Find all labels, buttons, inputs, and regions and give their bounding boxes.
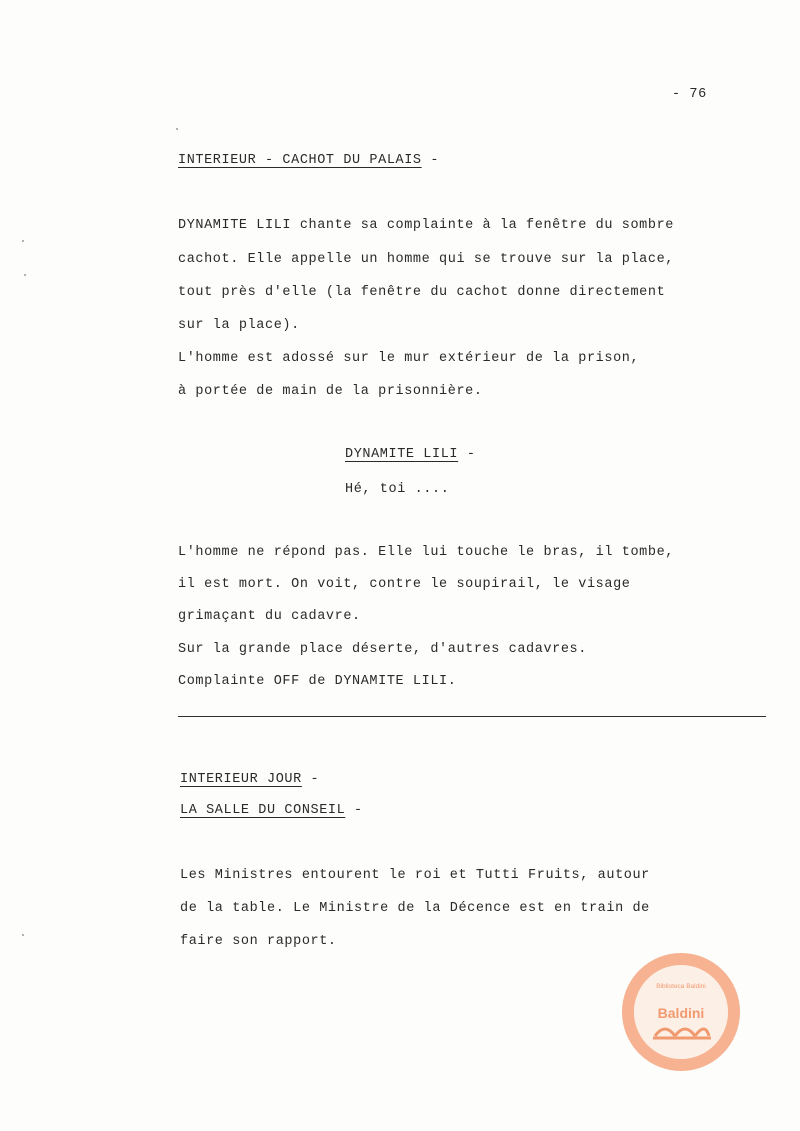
- page-number: - 76: [672, 87, 707, 102]
- scene2-heading-line2: [180, 802, 363, 820]
- baldini-library-logo: [621, 952, 741, 1072]
- scene-heading-dash: -: [430, 153, 440, 168]
- scan-speck: [176, 128, 178, 130]
- scene-divider: [178, 716, 766, 717]
- character-name: DYNAMITE LILI: [345, 447, 459, 462]
- description-line: cachot. Elle appelle un homme qui se trouve sur la place,: [178, 252, 674, 267]
- description-line: faire son rapport.: [180, 934, 337, 949]
- dialogue-line: Hé, toi ....: [345, 482, 450, 497]
- description-line: de la table. Le Ministre de la Décence est en train de: [180, 901, 650, 916]
- character-cue: [345, 446, 476, 464]
- logo-arc-text: Biblioteca Baldini: [656, 983, 706, 990]
- scan-speck: [22, 934, 24, 936]
- scan-speck: [22, 240, 24, 242]
- description-line: tout près d'elle (la fenêtre du cachot donne directement: [178, 285, 666, 300]
- action-line: grimaçant du cadavre.: [178, 609, 361, 624]
- description-line: sur la place).: [178, 318, 300, 333]
- action-line: il est mort. On voit, contre le soupirail, le visage: [178, 577, 631, 592]
- description-line: DYNAMITE LILI chante sa complainte à la fenêtre du sombre: [178, 218, 674, 233]
- action-line: L'homme ne répond pas. Elle lui touche le bras, il tombe,: [178, 545, 674, 560]
- description-line: Les Ministres entourent le roi et Tutti Fruits, autour: [180, 868, 650, 883]
- character-dash: -: [466, 447, 476, 462]
- description-line: à portée de main de la prisonnière.: [178, 384, 483, 399]
- scene2-heading-text: INTERIEUR JOUR: [180, 772, 302, 787]
- description-line: L'homme est adossé sur le mur extérieur de la prison,: [178, 351, 640, 366]
- scan-speck: [24, 274, 26, 276]
- logo-name: Baldini: [657, 1005, 705, 1021]
- scene-heading-text: INTERIEUR - CACHOT DU PALAIS: [178, 153, 422, 168]
- scene-heading: [178, 152, 439, 170]
- scene2-heading-dash: -: [310, 772, 320, 787]
- action-line: Sur la grande place déserte, d'autres cadavres.: [178, 642, 587, 657]
- scene2-location-dash: -: [354, 803, 363, 818]
- scene2-location-text: LA SALLE DU CONSEIL: [180, 803, 346, 818]
- scene2-heading-line1: [180, 771, 319, 789]
- action-line: Complainte OFF de DYNAMITE LILI.: [178, 674, 457, 689]
